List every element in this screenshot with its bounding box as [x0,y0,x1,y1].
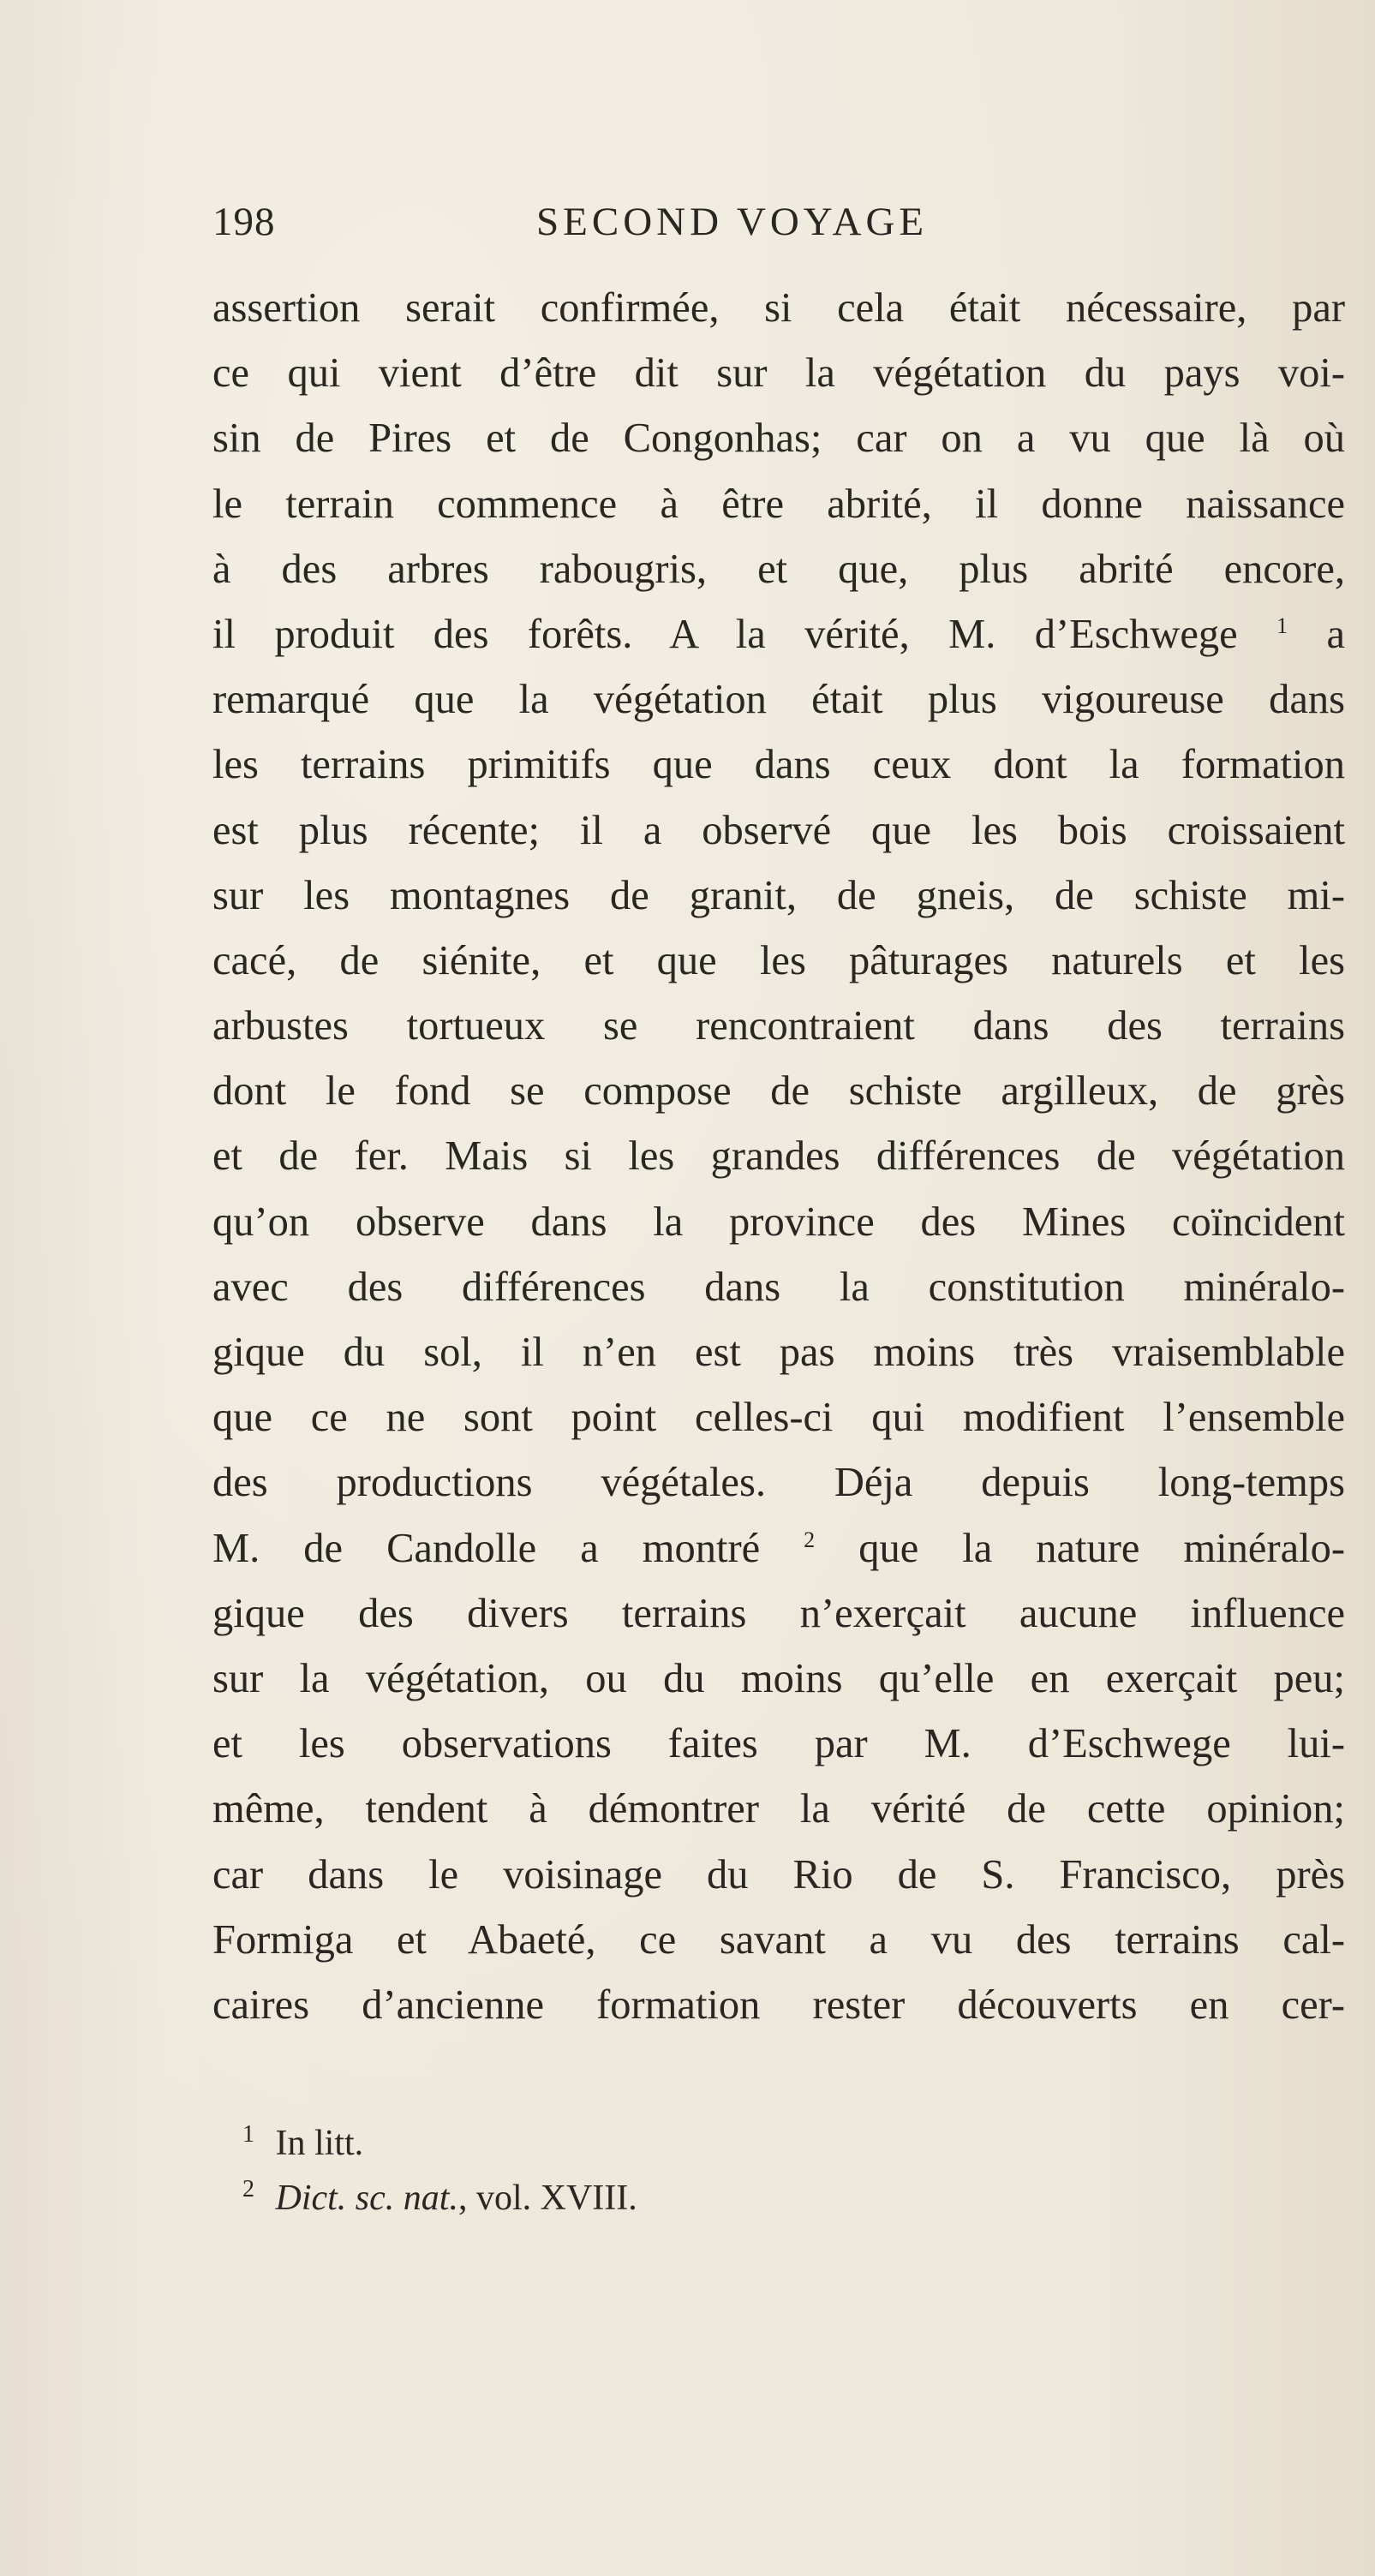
text-line: ce qui vient d’être dit sur la végétation du pays voi- [212,350,1345,397]
text-line: des productions végétales. Déja depuis long-temps [212,1460,1345,1506]
text-line-part: a [1326,611,1345,657]
footnote [242,2116,1013,2171]
text-line: arbustes tortueux se rencontraient dans des terrains [212,1003,1345,1049]
running-head [212,199,1069,267]
footnote-italic-text: Dict. sc. nat. [275,2179,458,2218]
footnote-mark: 2 [242,2176,254,2202]
text-line: avec des différences dans la constitution minéralo- [212,1264,1345,1310]
footnote [242,2171,1013,2226]
body-text [212,276,1345,2038]
running-title: SECOND VOYAGE [536,200,929,244]
text-line-part: M. de Candolle a montré [212,1525,761,1571]
text-line: même, tendent à démontrer la vérité de cette opinion; [212,1786,1345,1832]
footnote-ref: 2 [804,1527,816,1552]
text-line: le terrain commence à être abrité, il donne naissance [212,481,1345,527]
text-line: et de fer. Mais si les grandes différences de végétation [212,1133,1345,1180]
text-line: sur les montagnes de granit, de gneis, de schiste mi- [212,872,1345,918]
text-line: remarqué que la végétation était plus vigoureuse dans [212,677,1345,723]
text-line-part: il produit des forêts. A la vérité, M. d’Eschwege [212,611,1238,657]
text-line: et les observations faites par M. d’Eschwege lui- [212,1721,1345,1767]
footnote-mark: 1 [242,2121,254,2148]
text-line: assertion serait confirmée, si cela était nécessaire, par [212,285,1345,331]
text-line: gique du sol, il n’en est pas moins très vraisemblable [212,1330,1345,1375]
text-line: gique des divers terrains n’exerçait aucune influence [212,1590,1345,1636]
footnote-text: , vol. XVIII. [457,2179,637,2218]
page-number: 198 [212,200,276,244]
text-line: les terrains primitifs que dans ceux dont la formation [212,742,1345,788]
text-line [212,1516,1345,1581]
text-line: cacé, de siénite, et que les pâturages naturels et les [212,937,1345,983]
footnotes [242,2116,1013,2226]
text-line: à des arbres rabougris, et que, plus abrité encore, [212,546,1345,592]
text-line: que ce ne sont point celles-ci qui modifient l’ensemble [212,1395,1345,1441]
text-line: sin de Pires et de Congonhas; car on a vu que là où [212,415,1345,462]
text-line: caires d’ancienne formation rester découverts en cer- [212,1981,1345,2028]
text-line: Formiga et Abaeté, ce savant a vu des terrains cal- [212,1916,1345,1963]
text-line: qu’on observe dans la province des Mines coïncident [212,1198,1345,1245]
text-line: dont le fond se compose de schiste argilleux, de grès [212,1068,1345,1115]
footnote-text: In litt. [275,2124,364,2163]
text-line: car dans le voisinage du Rio de S. Francisco, près [212,1851,1345,1898]
text-line-part: que la nature minéralo- [858,1525,1345,1571]
text-line [212,602,1345,667]
text-line: sur la végétation, ou du moins qu’elle en exerçait peu; [212,1655,1345,1701]
footnote-ref: 1 [1276,613,1288,638]
text-line: est plus récente; il a observé que les bois croissaient [212,807,1345,853]
